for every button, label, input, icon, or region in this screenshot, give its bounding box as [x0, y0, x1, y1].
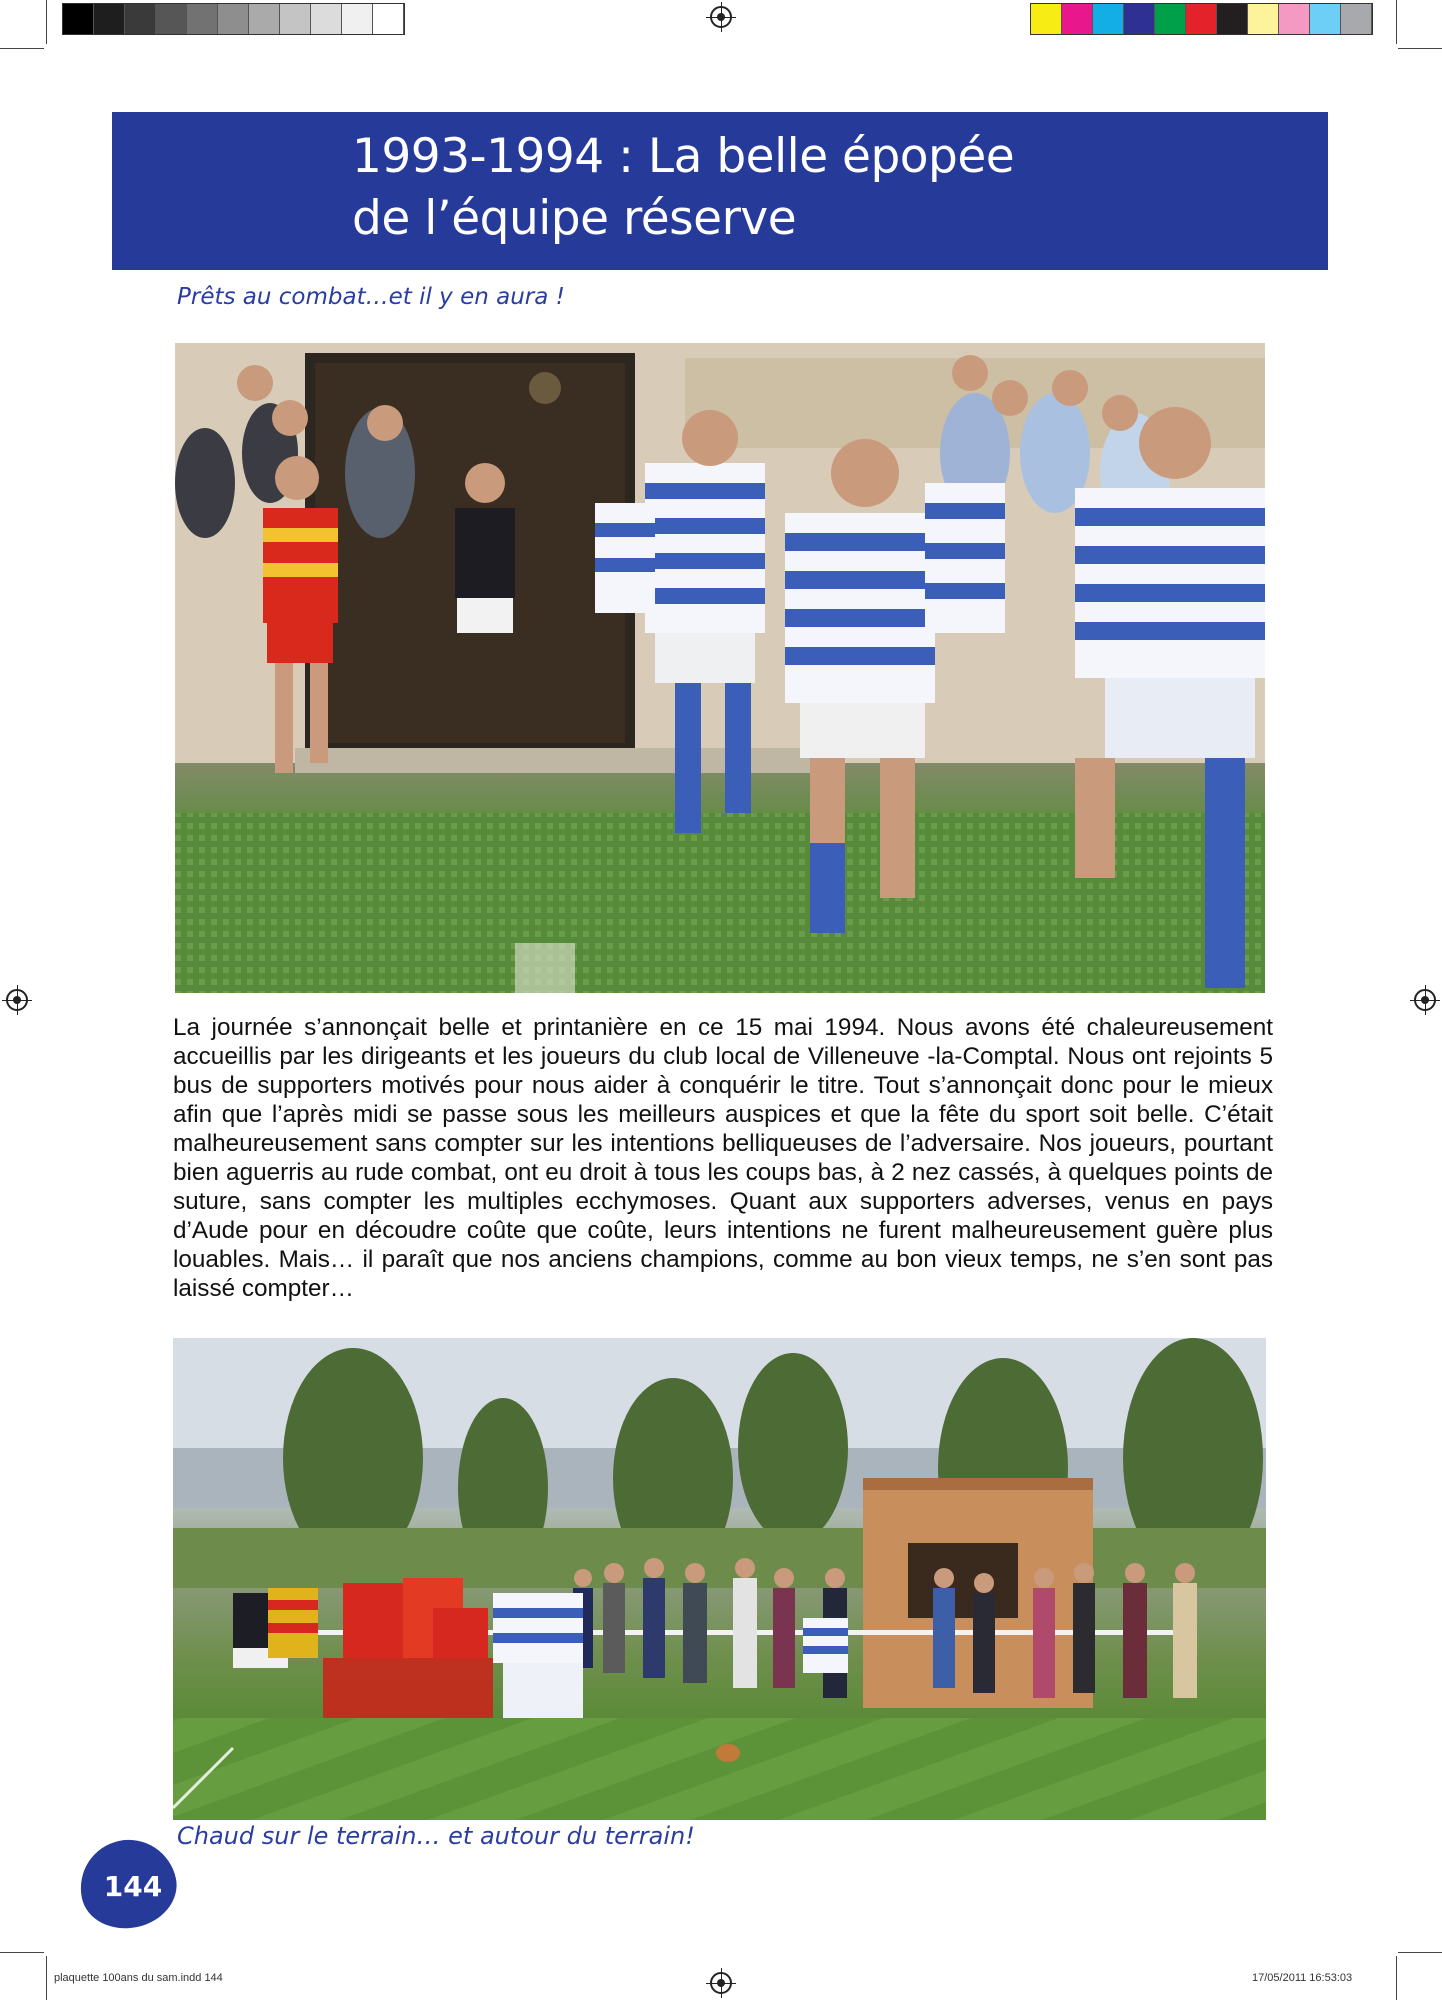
crop-mark	[0, 48, 44, 49]
crop-mark	[1398, 1952, 1442, 1953]
page-title-line-1: 1993-1994 : La belle épopée	[352, 129, 1015, 184]
grayscale-bar	[62, 3, 405, 35]
team-entrance-illustration	[175, 343, 1265, 993]
slug-timestamp: 17/05/2011 16:53:03	[1252, 1972, 1353, 1984]
page-number: 144	[103, 1870, 163, 1903]
crop-mark	[1396, 0, 1397, 44]
crop-mark	[46, 0, 47, 44]
registration-mark-icon	[710, 1972, 732, 1994]
crop-mark	[0, 1952, 44, 1953]
crop-mark	[46, 1956, 47, 2000]
crop-mark	[1396, 1956, 1397, 2000]
registration-mark-icon	[1414, 989, 1436, 1011]
registration-mark-icon	[6, 989, 28, 1011]
top-photo-caption: Prêts au combat…et il y en aura !	[177, 284, 565, 310]
slug-file-name: plaquette 100ans du sam.indd 144	[54, 1972, 223, 1984]
registration-mark-icon	[710, 6, 732, 28]
match-scene-photo	[173, 1338, 1266, 1820]
match-scene-illustration	[173, 1338, 1266, 1820]
crop-mark	[1398, 48, 1442, 49]
color-bar	[1030, 3, 1373, 35]
article-paragraph: La journée s’annonçait belle et printanière en ce 15 mai 1994. Nous avons été chaleureusement accueillis par les dirigeants et les joueurs du club local de Villeneuve -la-Comptal. Nous ont rejoints 5 bus de supporters motivés pour nous aider à conquérir le titre. Tout s’annonçait donc pour le mieux afin que l’après midi se passe sous les meilleurs auspices et que la fête du sport soit belle. C’était malheureusement sans compter sur les intentions belliqueuses de l’adversaire. Nos joueurs, pourtant bien aguerris au rude combat, ont eu droit à tous les coups bas, à 2 nez cassés, à quelques points de suture, sans compter les multiples ecchymoses. Quant aux supporters adverses, venus en pays d’Aude pour en découdre coûte que coûte, leurs intentions ne furent malheureusement guère plus louables. Mais… il paraît que nos anciens champions, comme au bon vieux temps, ne s’en sont pas laissé compter…	[173, 1014, 1273, 1302]
page-title	[352, 126, 1252, 250]
bottom-photo-caption: Chaud sur le terrain… et autour du terrain!	[177, 1822, 695, 1850]
team-entrance-photo	[175, 343, 1265, 993]
page-title-line-2: de l’équipe réserve	[352, 191, 797, 246]
